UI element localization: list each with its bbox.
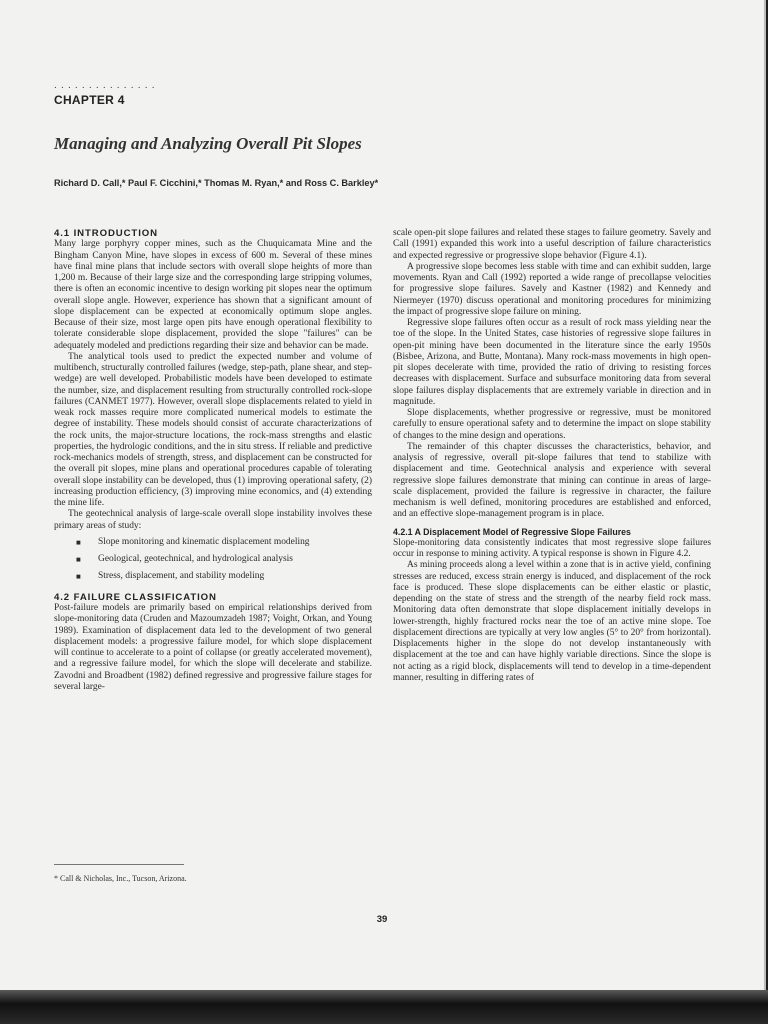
bullet-icon: ■ [76, 537, 81, 547]
list-item-text: Stress, displacement, and stability modeling [98, 570, 265, 581]
bullet-icon: ■ [76, 571, 81, 581]
paragraph: Slope displacements, whether progressive or regressive, must be monitored carefully to ensure operational safety and to determine the impact on slope stability of changes to the mine design and operations. [393, 408, 711, 441]
list-item [54, 551, 372, 568]
list-item [54, 534, 372, 551]
scanner-edge [0, 990, 768, 1024]
footnote: * Call & Nicholas, Inc., Tucson, Arizona. [54, 874, 187, 883]
paragraph: Slope-monitoring data consistently indicates that most regressive slope failures occur in response to mining activity. A typical response is shown in Figure 4.2. [393, 537, 711, 559]
paragraph: As mining proceeds along a level within a zone that is in active yield, confining stresses are reduced, excess strain energy is induced, and displacement of the rock face is produced. These slope displacements can be either elastic or plastic, depending on the state of stress and the strength of the nearby field rock mass. Monitoring data often demonstrate that slope displacement initially develops in lower-strength, highly fractured rocks near the toe of an active mine slope. Toe displacement directions are typically at very low angles (5° to 20° from horizontal). Displacements higher in the slope do not develop instantaneously with displacement at the toe and can have highly variable directions. Since the slope is not acting as a rigid block, displacements will tend to develop in a time-dependent manner, resulting in differing rates of [393, 560, 711, 683]
chapter-dots-decoration: ............... [54, 80, 159, 91]
left-column [54, 228, 372, 693]
section-heading-introduction: 4.1 INTRODUCTION [54, 228, 158, 239]
paragraph: The geotechnical analysis of large-scale overall slope instability involves these primary areas of study: [54, 509, 372, 531]
list-item [54, 568, 372, 585]
page-number: 39 [376, 914, 388, 925]
paragraph: Regressive slope failures often occur as a result of rock mass yielding near the toe of the slope. In the United States, case histories of regressive slope failures in open-pit mining have been documented in the literature since the early 1950s (Bisbee, Arizona, and Butte, Montana). Many rock-mass movements in high open-pit slopes decelerate with time, provided the ratio of driving to resisting forces decreases with displacement. Surface and subsurface monitoring data from several slope failures display displacements that are extremely variable in direction and in magnitude. [393, 318, 711, 407]
bullet-icon: ■ [76, 554, 81, 564]
footnote-divider [54, 864, 184, 865]
chapter-label: CHAPTER 4 [54, 93, 125, 107]
paragraph: Post-failure models are primarily based on empirical relationships derived from slope-monitoring data (Cruden and Mazoumzadeh 1987; Voight, Orkan, and Young 1989). Examination of displacement data led to the development of two general displacement models: a progressive failure model, for which slope displacement will continue to accelerate to a point of collapse (or greatly accelerated movement), and a regressive failure model, for which the slope will decelerate and stabilize. Zavodni and Broadbent (1982) defined regressive and progressive failure stages for several large- [54, 603, 372, 692]
right-column [393, 228, 711, 684]
list-item-text: Geological, geotechnical, and hydrological analysis [98, 553, 293, 564]
paragraph: Many large porphyry copper mines, such as the Chuquicamata Mine and the Bingham Canyon Mine, have slopes in excess of 600 m. Several of these mines have final mine plans that include sectors with overall slope heights of more than 1,200 m. Because of their large size and the corresponding large stripping volumes, there is often an economic incentive to design working pit slopes near the optimum overall slope angle. However, experience has shown that a significant amount of slope displacement can be expected at economically optimum slope angles. Because of their size, most large open pits have enough operational flexibility to tolerate considerable slope displacement, provided the slope "failures" can be adequately modeled and predictions regarding their size and behavior can be made. [54, 239, 372, 351]
paragraph: scale open-pit slope failures and related these stages to failure geometry. Savely and Call (1991) expanded this work into a useful description of failure characteristics and expected regressive or progressive slope behavior (Figure 4.1). [393, 228, 711, 261]
section-heading-failure-classification: 4.2 FAILURE CLASSIFICATION [54, 591, 217, 603]
paragraph: The remainder of this chapter discusses the characteristics, behavior, and analysis of regressive, overall pit-slope failures that tend to stabilize with displacement and time. Geotechnical analysis and experience with several regressive slope failures demonstrate that mining can continue in areas of large-scale displacement, provided the failure is regressive in character, the failure mechanism is well defined, monitoring procedures are established and enforced, and an effective slope-management program is in place. [393, 441, 711, 520]
paragraph: A progressive slope becomes less stable with time and can exhibit sudden, large movements. Ryan and Call (1992) reported a wide range of precollapse velocities for progressive slope failures. Savely and Kastner (1982) and Kennedy and Niermeyer (1970) discuss operational and monitoring procedures for minimizing the impact of progressive slope failure on mining. [393, 261, 711, 317]
subsection-heading-displacement-model: 4.2.1 A Displacement Model of Regressive Slope Failures [393, 526, 631, 537]
list-item-text: Slope monitoring and kinematic displacement modeling [98, 536, 310, 547]
study-areas-list [54, 534, 372, 585]
chapter-title: Managing and Analyzing Overall Pit Slopes [54, 134, 362, 153]
author-line: Richard D. Call,* Paul F. Cicchini,* Thomas M. Ryan,* and Ross C. Barkley* [54, 178, 379, 188]
paragraph: The analytical tools used to predict the expected number and volume of multibench, structurally controlled failures (wedge, step-path, plane shear, and step-wedge) are well developed. Probabilistic models have been developed to estimate the number, size, and displacement resulting from structurally controlled rock-slope failures (CANMET 1977). However, overall slope displacements related to yield in weak rock masses require more complicated numerical models to estimate the degree of instability. These models should consist of accurate characterizations of the rock units, the major-structure locations, the rock-mass strengths and elastic properties, the hydrologic conditions, and the in situ stress. If reliable and predictive rock-mechanics models of strength, stress, and displacement can be constructed for the overall pit slopes, mine plans and operational procedures capable of tolerating overall slope instability can be developed, thus (1) improving operational safety, (2) increasing production efficiency, (3) improving mine economics, and (4) extending the mine life. [54, 351, 372, 508]
